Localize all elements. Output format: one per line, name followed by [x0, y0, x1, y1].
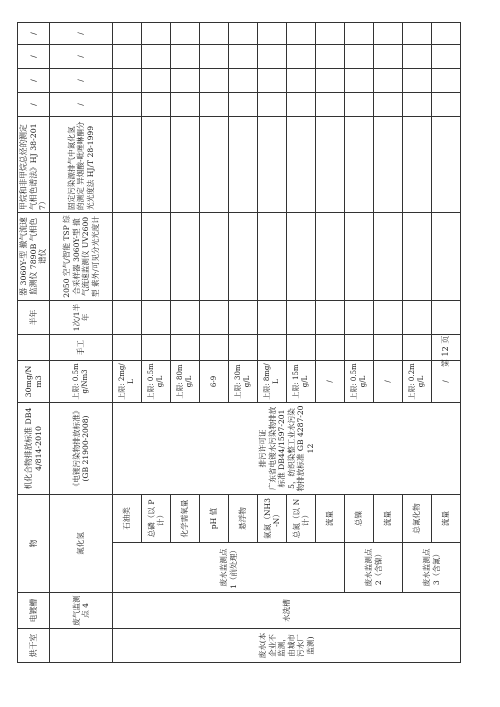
cell-c1 [229, 92, 258, 116]
cell-c4 [287, 22, 316, 44]
cell-c1 [432, 92, 461, 116]
cell-item: 物 [18, 494, 50, 592]
cell-limit: 上限: 8mg/L [258, 360, 287, 402]
cell-c2: / [50, 68, 113, 92]
cell-water-unit: 水洗槽 [113, 593, 461, 629]
cell-frequency [287, 300, 316, 334]
cell-c1 [287, 92, 316, 116]
cell-c2 [171, 68, 200, 92]
cell-item: 流量 [316, 494, 345, 542]
cell-instrument [142, 212, 171, 300]
cell-analysis [229, 116, 258, 212]
cell-frequency [316, 300, 345, 334]
cell-method [316, 334, 345, 360]
cell-limit: 6-9 [200, 360, 229, 402]
cell-instrument [229, 212, 258, 300]
cell-c3 [403, 44, 432, 68]
cell-limit: 上限: 0.5mg/Nm3 [50, 360, 113, 402]
cell-c1 [374, 92, 403, 116]
cell-analysis [374, 116, 403, 212]
cell-frequency [200, 300, 229, 334]
cell-c4 [113, 22, 142, 44]
cell-c4: / [50, 22, 113, 44]
cell-limit: 上限: 0.5mg/L [142, 360, 171, 402]
cell-c2: / [18, 68, 50, 92]
cell-analysis [171, 116, 200, 212]
cell-frequency: 半年 [18, 300, 50, 334]
cell-frequency [403, 300, 432, 334]
cell-c1 [403, 92, 432, 116]
cell-item: 氨氮（NH3-N） [258, 494, 287, 542]
cell-analysis [316, 116, 345, 212]
cell-method [200, 334, 229, 360]
cell-c3 [258, 44, 287, 68]
cell-c2 [403, 68, 432, 92]
cell-instrument [403, 212, 432, 300]
cell-frequency [432, 300, 461, 334]
cell-c3 [113, 44, 142, 68]
cell-frequency [345, 300, 374, 334]
cell-limit: 上限: 30mg/L [229, 360, 258, 402]
cell-c4 [403, 22, 432, 44]
cell-frequency [374, 300, 403, 334]
cell-item: 氮化氢 [50, 494, 113, 592]
cell-instrument [316, 212, 345, 300]
cell-standard: 《电镀污染物排放标准》(GB 21900-2008) [50, 402, 113, 494]
cell-limit: 上限: 2mg/L [113, 360, 142, 402]
cell-instrument: 器 3060Y-型 撤气流速监测仪 7890B 气相色谱仪 [18, 212, 50, 300]
cell-limit: 上限: 0.2mg/L [403, 360, 432, 402]
cell-c3 [171, 44, 200, 68]
cell-c3: / [50, 44, 113, 68]
cell-c4: / [18, 22, 50, 44]
cell-method [258, 334, 287, 360]
cell-limit: 上限: 15mg/L [287, 360, 316, 402]
cell-c4 [258, 22, 287, 44]
cell-c4 [345, 22, 374, 44]
cell-analysis [345, 116, 374, 212]
cell-item: 总氰化物 [403, 494, 432, 542]
monitoring-table [17, 22, 461, 663]
cell-item: 悬浮物 [229, 494, 258, 542]
cell-water-standard [113, 402, 461, 494]
table-row [403, 22, 432, 662]
cell-c2 [345, 68, 374, 92]
cell-item: pH 值 [200, 494, 229, 542]
cell-water-site: 废水监测点 1（前处理） [113, 543, 345, 593]
cell-instrument [258, 212, 287, 300]
cell-c1 [258, 92, 287, 116]
cell-c3 [142, 44, 171, 68]
cell-site: 电镀槽 [18, 593, 50, 629]
cell-c2 [200, 68, 229, 92]
cell-instrument [200, 212, 229, 300]
cell-method [229, 334, 258, 360]
cell-c2 [374, 68, 403, 92]
cell-c1 [113, 92, 142, 116]
cell-c3 [229, 44, 258, 68]
cell-method [113, 334, 142, 360]
cell-c1: / [50, 92, 113, 116]
cell-c1 [142, 92, 171, 116]
cell-c3 [374, 44, 403, 68]
table-row [50, 22, 113, 662]
table-row [18, 22, 50, 662]
cell-c2 [258, 68, 287, 92]
cell-c4 [171, 22, 200, 44]
cell-frequency [258, 300, 287, 334]
cell-c4 [316, 22, 345, 44]
cell-instrument [287, 212, 316, 300]
cell-method [374, 334, 403, 360]
cell-instrument [345, 212, 374, 300]
cell-item: 总氮（以 N 计） [287, 494, 316, 542]
cell-analysis [287, 116, 316, 212]
cell-limit: 上限: 0.5mg/L [345, 360, 374, 402]
cell-analysis [142, 116, 171, 212]
cell-c3: / [18, 44, 50, 68]
cell-c3 [345, 44, 374, 68]
cell-frequency [113, 300, 142, 334]
cell-category: 烘干室 [18, 629, 50, 663]
cell-limit: 上限: 80mg/L [171, 360, 200, 402]
cell-item: 总磷（以 P 计） [142, 494, 171, 542]
permit-label: 排污许可证 [258, 429, 268, 468]
cell-c1 [171, 92, 200, 116]
cell-method [171, 334, 200, 360]
cell-instrument: 2050 空气/智能 TSP 综合采样器 3060Y-型 撤气流速监测仪 UV2600 型 紫外/可见分光光度计 [50, 212, 113, 300]
cell-c2 [432, 68, 461, 92]
cell-limit: / [316, 360, 345, 402]
cell-empty [50, 629, 113, 663]
cell-method [287, 334, 316, 360]
cell-c2 [229, 68, 258, 92]
standard-text: 广东省电镀水污染物排放标准 DB44/1597-2015，纺织染整工业水污染物排放标准 GB 4287-2012 [267, 405, 315, 492]
cell-analysis [113, 116, 142, 212]
cell-limit: / [374, 360, 403, 402]
table-row [345, 22, 374, 662]
cell-method [345, 334, 374, 360]
cell-c4 [432, 22, 461, 44]
cell-method [403, 334, 432, 360]
cell-c1 [316, 92, 345, 116]
cell-item: 流量 [432, 494, 461, 542]
cell-item: 流量 [374, 494, 403, 542]
cell-c3 [316, 44, 345, 68]
cell-item: 化学需氧量 [171, 494, 200, 542]
cell-c3 [200, 44, 229, 68]
cell-c3 [287, 44, 316, 68]
cell-c2 [287, 68, 316, 92]
cell-method [18, 334, 50, 360]
cell-frequency: 1次/1半年 [50, 300, 113, 334]
cell-analysis [432, 116, 461, 212]
cell-analysis [403, 116, 432, 212]
cell-site: 废气监测点 4 [50, 593, 113, 629]
cell-standard: 机化合物排放标准 DB44/814-2010 [18, 402, 50, 494]
cell-c4 [200, 22, 229, 44]
cell-c2 [113, 68, 142, 92]
cell-analysis [200, 116, 229, 212]
cell-water-category: 废水(本企业不监测，由城市污水厂监测) [113, 629, 461, 663]
cell-analysis: 固定污染源排气中氮化氢的测定 异烟酸-吡唑啉酮分光光度法 HJ/T 28-1999 [50, 116, 113, 212]
cell-c1 [345, 92, 374, 116]
cell-c1 [200, 92, 229, 116]
cell-instrument [171, 212, 200, 300]
cell-limit: 30mg/Nm3 [18, 360, 50, 402]
cell-analysis: 甲烷和非甲烷总烃的测定 气相色谱法》HJ 38-2017） [18, 116, 50, 212]
cell-item: 石油类 [113, 494, 142, 542]
cell-item: 总镍 [345, 494, 374, 542]
cell-c1: / [18, 92, 50, 116]
cell-method [142, 334, 171, 360]
cell-c4 [374, 22, 403, 44]
cell-method: 手工 [50, 334, 113, 360]
cell-instrument [113, 212, 142, 300]
cell-c4 [229, 22, 258, 44]
cell-water-site: 废水监测点 2（含镍） [345, 543, 403, 593]
cell-limit: / [432, 360, 461, 402]
cell-c4 [142, 22, 171, 44]
cell-water-site: 废水监测点 3（含氰） [403, 543, 461, 593]
cell-frequency [142, 300, 171, 334]
cell-instrument [374, 212, 403, 300]
cell-frequency [171, 300, 200, 334]
table-row [113, 22, 142, 662]
cell-c3 [432, 44, 461, 68]
cell-instrument [432, 212, 461, 300]
cell-analysis [258, 116, 287, 212]
cell-c2 [316, 68, 345, 92]
cell-frequency [229, 300, 258, 334]
cell-c2 [142, 68, 171, 92]
page-number: 第 12 页 [441, 335, 450, 367]
